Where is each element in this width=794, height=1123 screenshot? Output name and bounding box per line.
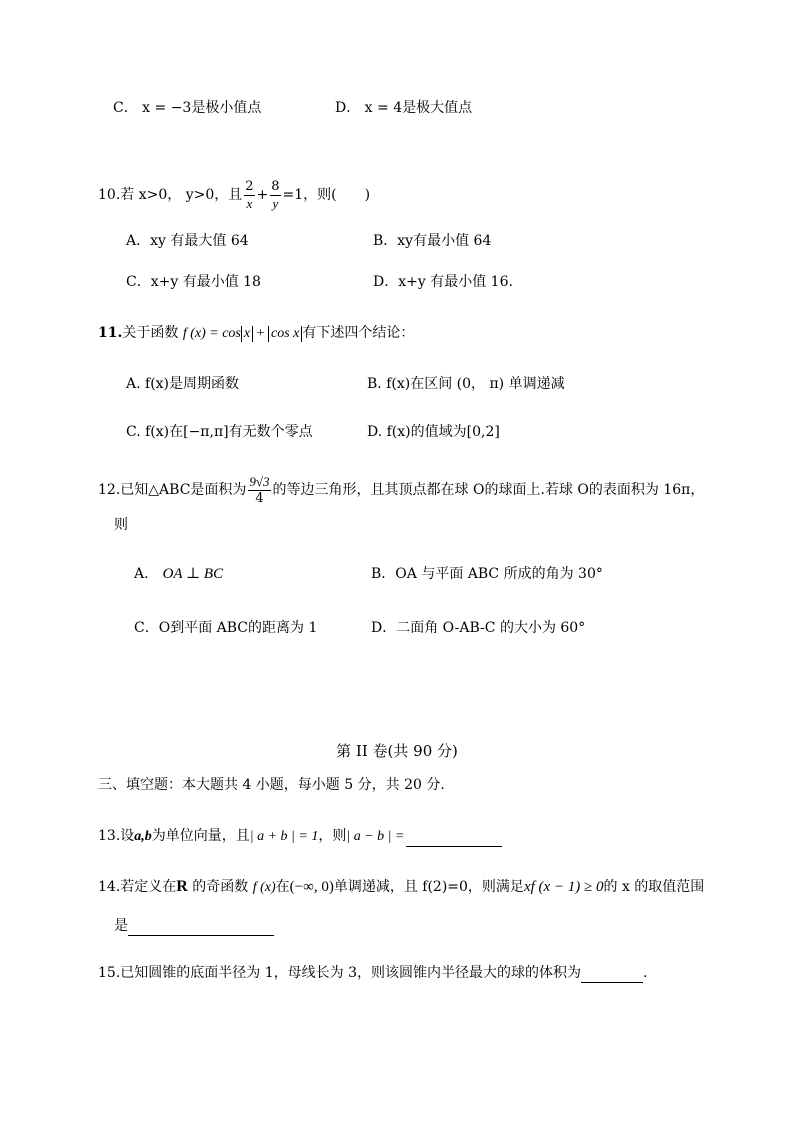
q12-prefix: 12.已知△ABC是面积为 xyxy=(98,482,247,498)
q14-fx: f (x) xyxy=(252,880,276,895)
q14-answer-blank[interactable] xyxy=(128,919,274,936)
q12-frac-num: 9√3 xyxy=(249,473,270,489)
q10-frac1-den: x xyxy=(246,195,253,211)
q14-text-d: 单调递减，且 f(2)=0，则满足 xyxy=(333,879,524,895)
q13-prefix: 13.设 xyxy=(98,828,135,844)
q10-prefix: 10.若 xyxy=(98,187,139,203)
q13-question: | a − b | = xyxy=(346,829,405,844)
q14-line2 xyxy=(114,916,274,936)
q15-text: 15.已知圆锥的底面半径为 1，母线长为 3，则该圆锥内半径最大的球的体积为 xyxy=(98,965,581,981)
q11-option-b: B. f(x)在区间 (0， π) 单调递减 xyxy=(367,376,565,392)
q14-text-f: 是 xyxy=(114,918,128,934)
q11-plus: + xyxy=(253,326,268,341)
q10-frac1-num: 2 xyxy=(245,178,254,194)
q11-number: 11. xyxy=(98,325,123,341)
q14-text-c: 在 xyxy=(275,879,290,895)
q12-option-d: D．二面角 O-AB-C 的大小为 60° xyxy=(371,620,586,636)
q12-option-a xyxy=(134,564,223,584)
q10-cond: x>0， y>0，且 xyxy=(138,187,243,203)
q11-abs-x: x xyxy=(241,326,253,342)
q12-stem-cont: 则 xyxy=(114,517,128,533)
q12-frac-den: 4 xyxy=(255,490,264,506)
q12-option-a-label: A． xyxy=(134,566,159,582)
q13-then: ，则 xyxy=(318,828,347,844)
q12-option-b: B．OA 与平面 ABC 所成的角为 30° xyxy=(371,566,603,582)
q12-option-a-math: OA ⊥ BC xyxy=(162,566,224,582)
part2-heading: 第 II 卷(共 90 分) xyxy=(336,742,458,760)
q11-abs-cos: cos x xyxy=(268,326,302,342)
q15-answer-blank[interactable] xyxy=(581,966,643,983)
q10-frac2-den: y xyxy=(272,195,279,211)
q12-stem xyxy=(98,472,704,508)
q13-vectors: a,b xyxy=(134,829,152,844)
q14 xyxy=(98,877,704,898)
q10-stem xyxy=(98,178,370,212)
section3-instructions: 三、填空题：本大题共 4 小题，每小题 5 分，共 20 分. xyxy=(98,777,445,793)
q12-stem-text: 的等边三角形，且其顶点都在球 O的球面上.若球 O的表面积为 16π， xyxy=(272,482,705,498)
q11-option-c: C. f(x)在[−π,π]有无数个零点 xyxy=(126,424,313,440)
q11-stem-text: 关于函数 xyxy=(122,325,183,341)
q13-answer-blank[interactable] xyxy=(406,830,502,847)
q10-option-b: B．xy有最小值 64 xyxy=(373,233,492,249)
q11-option-d: D. f(x)的值域为[0,2] xyxy=(367,424,500,440)
q9-option-c: C． x = −3是极小值点 xyxy=(113,100,262,116)
q13-text: 为单位向量，且 xyxy=(151,828,250,844)
q10-fraction-1 xyxy=(244,179,254,212)
q10-plus: + xyxy=(256,187,269,203)
q10-frac2-num: 8 xyxy=(271,178,280,194)
q13 xyxy=(98,826,502,847)
q11-option-a: A. f(x)是周期函数 xyxy=(126,376,240,392)
q12-option-c: C．O到平面 ABC的距离为 1 xyxy=(134,620,318,636)
q14-real-set: R xyxy=(176,878,188,895)
q9-option-d: D． x = 4是极大值点 xyxy=(335,100,473,116)
q14-text-b: 的奇函数 xyxy=(187,879,253,895)
q12-fraction xyxy=(248,474,270,507)
q11-stem-end: 有下述四个结论： xyxy=(302,325,415,341)
q10-suffix: =1，则( ) xyxy=(282,187,371,203)
q11-stem xyxy=(98,323,414,344)
q15-end: . xyxy=(642,965,648,981)
q14-interval: (−∞, 0) xyxy=(289,879,334,895)
q15 xyxy=(98,963,647,983)
q11-function: f (x) = cos xyxy=(182,326,241,341)
q14-inequality: xf (x − 1) ≥ 0 xyxy=(523,879,604,895)
q14-text-a: 14.若定义在 xyxy=(98,879,177,895)
q10-option-c: C．x+y 有最小值 18 xyxy=(126,274,261,290)
q10-option-a: A．xy 有最大值 64 xyxy=(126,233,249,249)
q10-fraction-2 xyxy=(270,179,280,212)
q13-condition: | a + b | = 1 xyxy=(249,829,319,844)
q14-text-e: 的 x 的取值范围 xyxy=(603,879,705,895)
q10-option-d: D．x+y 有最小值 16. xyxy=(373,274,513,290)
